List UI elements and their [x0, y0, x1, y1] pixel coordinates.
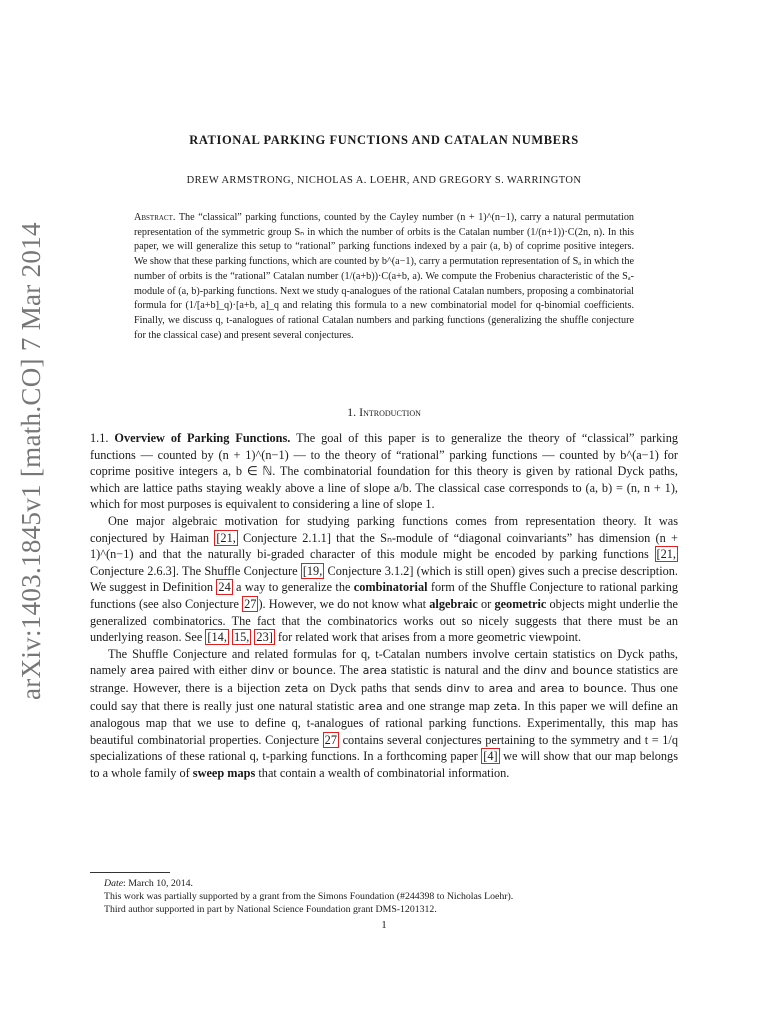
abstract-label: Abstract. — [134, 212, 176, 223]
citation-link[interactable]: [21, — [216, 530, 236, 545]
subsection-title: Overview of Parking Functions. — [114, 431, 291, 445]
citation-link[interactable]: [14, — [207, 630, 227, 645]
paragraph-2: One major algebraic motivation for studying parking functions comes from representation theory. It was conjectured by Haiman [21, Conjecture 2.1.1] that the Sₙ-module of “diagonal coinvariants” has dimension (n + 1)^(n−1) and that the naturally bi-graded character of this module might be encoded by parking functions [21, Conjecture 2.6.3]. The Shuffle Conjecture [19, Conjecture 3.1.2] (which is still open) gives such a precise description. We suggest in Definition 24 a way to generalize the combinatorial form of the Shuffle Conjecture to rational parking functions (see also Conjecture 27 ). However, we do not know what algebraic or geometric objects might underlie the generalized combinatorics. The fact that the combinatorics works out so nicely suggests that there must be an underlying reason. See [14, 15, 23] for related work that arises from a more geometric viewpoint. — [90, 513, 678, 645]
abstract — [134, 211, 634, 343]
page-number: 1 — [381, 919, 387, 931]
citation-link[interactable]: 15, — [233, 630, 250, 645]
definition-link[interactable]: 24 — [218, 580, 231, 595]
paragraph-3: The Shuffle Conjecture and related formulas for q, t-Catalan numbers involve certain statistics on Dyck paths, namely area paired with either dinv or bounce. The area statistic is natural and the dinv and bounce statistics are strange. However, there is a bijection zeta on Dyck paths that sends dinv to area and area to bounce. Thus one could say that there is really just one natural statistic area and one strange map zeta. In this paper we will define an analogous map that we use to define q, t-analogues of rational parking functions. Experimentally, this map has beautiful combinatorial properties. Conjecture 27 contains several conjectures pertaining to the symmetry and t = 1/q specializations of these rational q, t-parking functions. In a forthcoming paper [4] we will show that our map belongs to a whole family of sweep maps that contain a wealth of combinatorial information. — [90, 646, 678, 780]
abstract-text: The “classical” parking functions, counted by the Cayley number (n + 1)^(n−1), carry a natural permutation representation of the symmetric group Sₙ in which the number of orbits is the Catalan number (1/(n+1))·C(2n, n). In this paper, we will generalize this setup to “rational” parking functions indexed by a pair (a, b) of coprime positive integers. We show that these parking functions, which are counted by b^(a−1), carry a permutation representation of Sₐ in which the number of orbits is the “rational” Catalan number (1/(a+b))·C(a+b, a). We compute the Frobenius characteristic of the Sₐ-module of (a, b)-parking functions. Next we study q-analogues of the rational Catalan numbers, proposing a combinatorial formula for (1/[a+b]_q)·[a+b, a]_q and relating this formula to a new combinatorial model for q-binomial coefficients. Finally, we discuss q, t-analogues of rational Catalan numbers and parking functions (generalizing the shuffle conjecture for the classical case) and present several conjectures. — [134, 212, 635, 341]
paper-authors: DREW ARMSTRONG, NICHOLAS A. LOEHR, AND GREGORY S. WARRINGTON — [186, 175, 582, 186]
section-heading: 1. Introduction — [347, 405, 421, 419]
citation-link[interactable]: 23] — [256, 630, 273, 645]
paper-title: RATIONAL PARKING FUNCTIONS AND CATALAN NUMBERS — [189, 133, 579, 147]
subsection-number: 1.1. — [90, 431, 109, 445]
footnote-support-1: This work was partially supported by a grant from the Simons Foundation (#244398 to Nicholas Loehr). — [104, 891, 514, 902]
footnote-rule — [90, 872, 170, 873]
arxiv-identifier: arXiv:1403.1845v1 [math.CO] 7 Mar 2014 — [16, 222, 46, 700]
paragraph-1: 1.1. Overview of Parking Functions. The goal of this paper is to generalize the theory of “classical” parking functions — counted by (n + 1)^(n−1) — to the theory of “rational” parking functions — counted by b^(a−1) for coprime positive integers a, b ∈ ℕ. The combinatorial foundation for this theory is given by rational Dyck paths, which are lattice paths staying weakly above a line of slope a/b. The classical case corresponds to (a, b) = (n, n + 1), which for most purposes is equivalent to considering a line of slope 1. — [90, 431, 678, 512]
citation-link[interactable]: [21, — [656, 547, 676, 562]
footnote-date: Date: March 10, 2014. — [104, 878, 193, 889]
citation-link[interactable]: [4] — [483, 749, 498, 764]
body-text — [90, 430, 678, 781]
citation-link[interactable]: [19, — [302, 563, 323, 578]
conjecture-link[interactable]: 27 — [244, 596, 257, 611]
footnote-support-2: Third author supported in part by National Science Foundation grant DMS-1201312. — [104, 904, 437, 915]
conjecture-link[interactable]: 27 — [324, 732, 337, 747]
footnotes — [104, 877, 678, 916]
